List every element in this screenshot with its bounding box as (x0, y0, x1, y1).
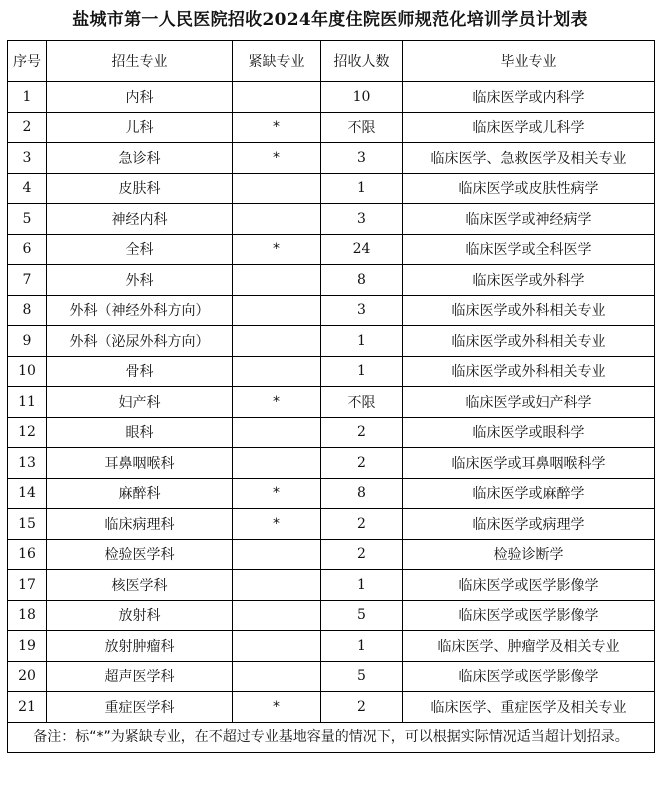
cell-major: 放射肿瘤科 (47, 631, 233, 662)
table-row (8, 173, 655, 204)
cell-quota: 1 (321, 631, 403, 662)
cell-quota: 2 (321, 539, 403, 570)
cell-no: 18 (8, 600, 47, 631)
cell-shortage (233, 661, 321, 692)
cell-quota: 1 (321, 356, 403, 387)
cell-grad: 临床医学或妇产科学 (403, 387, 655, 418)
cell-quota: 8 (321, 265, 403, 296)
table-row (8, 265, 655, 296)
cell-major: 内科 (47, 82, 233, 113)
cell-shortage (233, 600, 321, 631)
cell-quota: 3 (321, 143, 403, 174)
table-body (8, 82, 655, 753)
cell-grad: 临床医学或儿科学 (403, 112, 655, 143)
cell-shortage (233, 417, 321, 448)
table-row (8, 509, 655, 540)
cell-no: 15 (8, 509, 47, 540)
cell-no: 16 (8, 539, 47, 570)
cell-grad: 临床医学或外科相关专业 (403, 295, 655, 326)
cell-no: 13 (8, 448, 47, 479)
cell-major: 儿科 (47, 112, 233, 143)
cell-shortage (233, 326, 321, 357)
cell-no: 5 (8, 204, 47, 235)
cell-quota: 10 (321, 82, 403, 113)
cell-shortage (233, 631, 321, 662)
cell-quota: 2 (321, 692, 403, 723)
cell-shortage: * (233, 112, 321, 143)
cell-no: 21 (8, 692, 47, 723)
cell-shortage (233, 265, 321, 296)
cell-major: 全科 (47, 234, 233, 265)
page-title: 盐城市第一人民医院招收2024年度住院医师规范化培训学员计划表 (72, 10, 588, 30)
table-row (8, 539, 655, 570)
cell-quota: 不限 (321, 387, 403, 418)
cell-grad: 临床医学或外科相关专业 (403, 356, 655, 387)
header-quota: 招收人数 (321, 41, 403, 82)
table-row (8, 600, 655, 631)
cell-grad: 临床医学或病理学 (403, 509, 655, 540)
header-grad: 毕业专业 (403, 41, 655, 82)
cell-no: 11 (8, 387, 47, 418)
note-row (8, 722, 655, 753)
cell-major: 外科 (47, 265, 233, 296)
table-row (8, 326, 655, 357)
cell-major: 皮肤科 (47, 173, 233, 204)
cell-shortage: * (233, 509, 321, 540)
cell-no: 19 (8, 631, 47, 662)
table-row (8, 295, 655, 326)
cell-grad: 临床医学或麻醉学 (403, 478, 655, 509)
table-row (8, 143, 655, 174)
cell-grad: 临床医学、肿瘤学及相关专业 (403, 631, 655, 662)
table-row (8, 448, 655, 479)
cell-major: 神经内科 (47, 204, 233, 235)
table-row (8, 478, 655, 509)
cell-major: 外科（神经外科方向） (47, 295, 233, 326)
cell-major: 眼科 (47, 417, 233, 448)
cell-major: 临床病理科 (47, 509, 233, 540)
cell-major: 骨科 (47, 356, 233, 387)
cell-quota: 1 (321, 173, 403, 204)
cell-major: 耳鼻咽喉科 (47, 448, 233, 479)
cell-no: 17 (8, 570, 47, 601)
cell-quota: 24 (321, 234, 403, 265)
cell-no: 6 (8, 234, 47, 265)
cell-shortage (233, 570, 321, 601)
plan-table (7, 40, 655, 753)
cell-grad: 临床医学或外科相关专业 (403, 326, 655, 357)
cell-grad: 临床医学或外科学 (403, 265, 655, 296)
table-row (8, 356, 655, 387)
table-row (8, 234, 655, 265)
cell-shortage (233, 356, 321, 387)
cell-grad: 临床医学或皮肤性病学 (403, 173, 655, 204)
cell-quota: 1 (321, 570, 403, 601)
cell-no: 1 (8, 82, 47, 113)
table-row (8, 204, 655, 235)
cell-quota: 8 (321, 478, 403, 509)
table-row (8, 631, 655, 662)
cell-quota: 2 (321, 417, 403, 448)
cell-grad: 临床医学或耳鼻咽喉科学 (403, 448, 655, 479)
cell-shortage (233, 448, 321, 479)
cell-no: 12 (8, 417, 47, 448)
cell-no: 9 (8, 326, 47, 357)
cell-major: 妇产科 (47, 387, 233, 418)
cell-no: 10 (8, 356, 47, 387)
cell-grad: 临床医学或内科学 (403, 82, 655, 113)
cell-major: 急诊科 (47, 143, 233, 174)
table-row (8, 417, 655, 448)
cell-major: 放射科 (47, 600, 233, 631)
header-shortage: 紧缺专业 (233, 41, 321, 82)
cell-grad: 临床医学或眼科学 (403, 417, 655, 448)
cell-quota: 2 (321, 509, 403, 540)
cell-grad: 临床医学或神经病学 (403, 204, 655, 235)
table-row (8, 570, 655, 601)
table-header-row (8, 41, 655, 82)
cell-quota: 3 (321, 204, 403, 235)
cell-quota: 5 (321, 661, 403, 692)
cell-no: 7 (8, 265, 47, 296)
cell-quota: 2 (321, 448, 403, 479)
cell-shortage: * (233, 143, 321, 174)
cell-no: 8 (8, 295, 47, 326)
cell-shortage (233, 82, 321, 113)
table-row (8, 82, 655, 113)
cell-grad: 临床医学或全科医学 (403, 234, 655, 265)
header-major: 招生专业 (47, 41, 233, 82)
table-row (8, 692, 655, 723)
cell-major: 麻醉科 (47, 478, 233, 509)
cell-major: 外科（泌尿外科方向） (47, 326, 233, 357)
cell-no: 3 (8, 143, 47, 174)
header-no: 序号 (8, 41, 47, 82)
cell-quota: 3 (321, 295, 403, 326)
cell-shortage: * (233, 692, 321, 723)
table-row (8, 661, 655, 692)
cell-grad: 临床医学或医学影像学 (403, 661, 655, 692)
cell-quota: 1 (321, 326, 403, 357)
cell-no: 4 (8, 173, 47, 204)
cell-shortage (233, 295, 321, 326)
cell-major: 核医学科 (47, 570, 233, 601)
cell-no: 2 (8, 112, 47, 143)
cell-major: 重症医学科 (47, 692, 233, 723)
cell-quota: 5 (321, 600, 403, 631)
cell-shortage (233, 204, 321, 235)
table-row (8, 387, 655, 418)
cell-grad: 临床医学、急救医学及相关专业 (403, 143, 655, 174)
cell-no: 20 (8, 661, 47, 692)
cell-major: 超声医学科 (47, 661, 233, 692)
cell-grad: 临床医学或医学影像学 (403, 570, 655, 601)
cell-shortage (233, 539, 321, 570)
table-note: 备注：标“*”为紧缺专业，在不超过专业基地容量的情况下，可以根据实际情况适当超计划招录。 (8, 722, 655, 753)
cell-major: 检验医学科 (47, 539, 233, 570)
cell-grad: 检验诊断学 (403, 539, 655, 570)
cell-no: 14 (8, 478, 47, 509)
cell-shortage: * (233, 478, 321, 509)
cell-quota: 不限 (321, 112, 403, 143)
cell-grad: 临床医学、重症医学及相关专业 (403, 692, 655, 723)
cell-shortage (233, 173, 321, 204)
cell-shortage: * (233, 387, 321, 418)
cell-shortage: * (233, 234, 321, 265)
table-row (8, 112, 655, 143)
cell-grad: 临床医学或医学影像学 (403, 600, 655, 631)
